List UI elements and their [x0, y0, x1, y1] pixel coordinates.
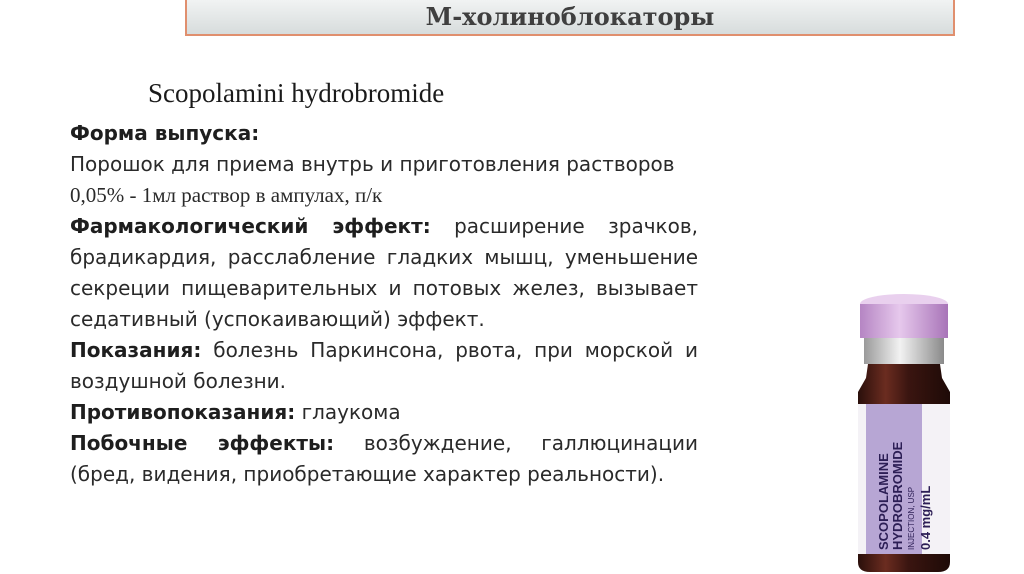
vial-label-line3: INJECTION, USP — [907, 486, 916, 550]
indications-section — [70, 335, 698, 397]
side-effects-label: Побочные эффекты: — [70, 431, 335, 455]
slide-title: М-холиноблокаторы — [425, 2, 715, 31]
vial-cap — [860, 304, 948, 338]
drug-name: Scopolamini hydrobromide — [148, 78, 445, 108]
indications-label: Показания: — [70, 338, 202, 362]
vial-image — [838, 292, 970, 574]
form-section — [70, 118, 698, 149]
drug-description — [70, 118, 698, 490]
vial-label-line2: HYDROBROMIDE — [890, 441, 905, 550]
contraindications-label: Противопоказания: — [70, 400, 296, 424]
form-line-1: Порошок для приема внутрь и приготовления растворов — [70, 152, 675, 176]
form-label: Форма выпуска: — [70, 121, 260, 145]
side-effects-text: возбуждение, галлюцинации (бред, видения, приобретающие характер реальности). — [70, 431, 699, 486]
contraindications-section — [70, 397, 698, 428]
indications-text: болезнь Паркинсона, рвота, при морской и воздушной болезни. — [70, 338, 698, 393]
slide-title-bar — [185, 0, 955, 36]
effect-text: расширение зрачков, брадикардия, расслабление гладких мышц, уменьшение секреции пищеварительных и потовых желез, вызывает седативный (успокаивающий) эффект. — [70, 214, 698, 331]
effect-section — [70, 211, 698, 335]
effect-label: Фармакологический эффект: — [70, 214, 431, 238]
contraindications-text: глаукома — [295, 400, 401, 424]
form-line-2: 0,05% - 1мл раствор в ампулах, п/к — [70, 183, 383, 207]
vial-crimp — [864, 338, 944, 364]
vial-label-dose: 0.4 mg/mL — [918, 485, 933, 550]
side-effects-section — [70, 428, 698, 490]
vial-label-line1: SCOPOLAMINE — [876, 453, 891, 550]
